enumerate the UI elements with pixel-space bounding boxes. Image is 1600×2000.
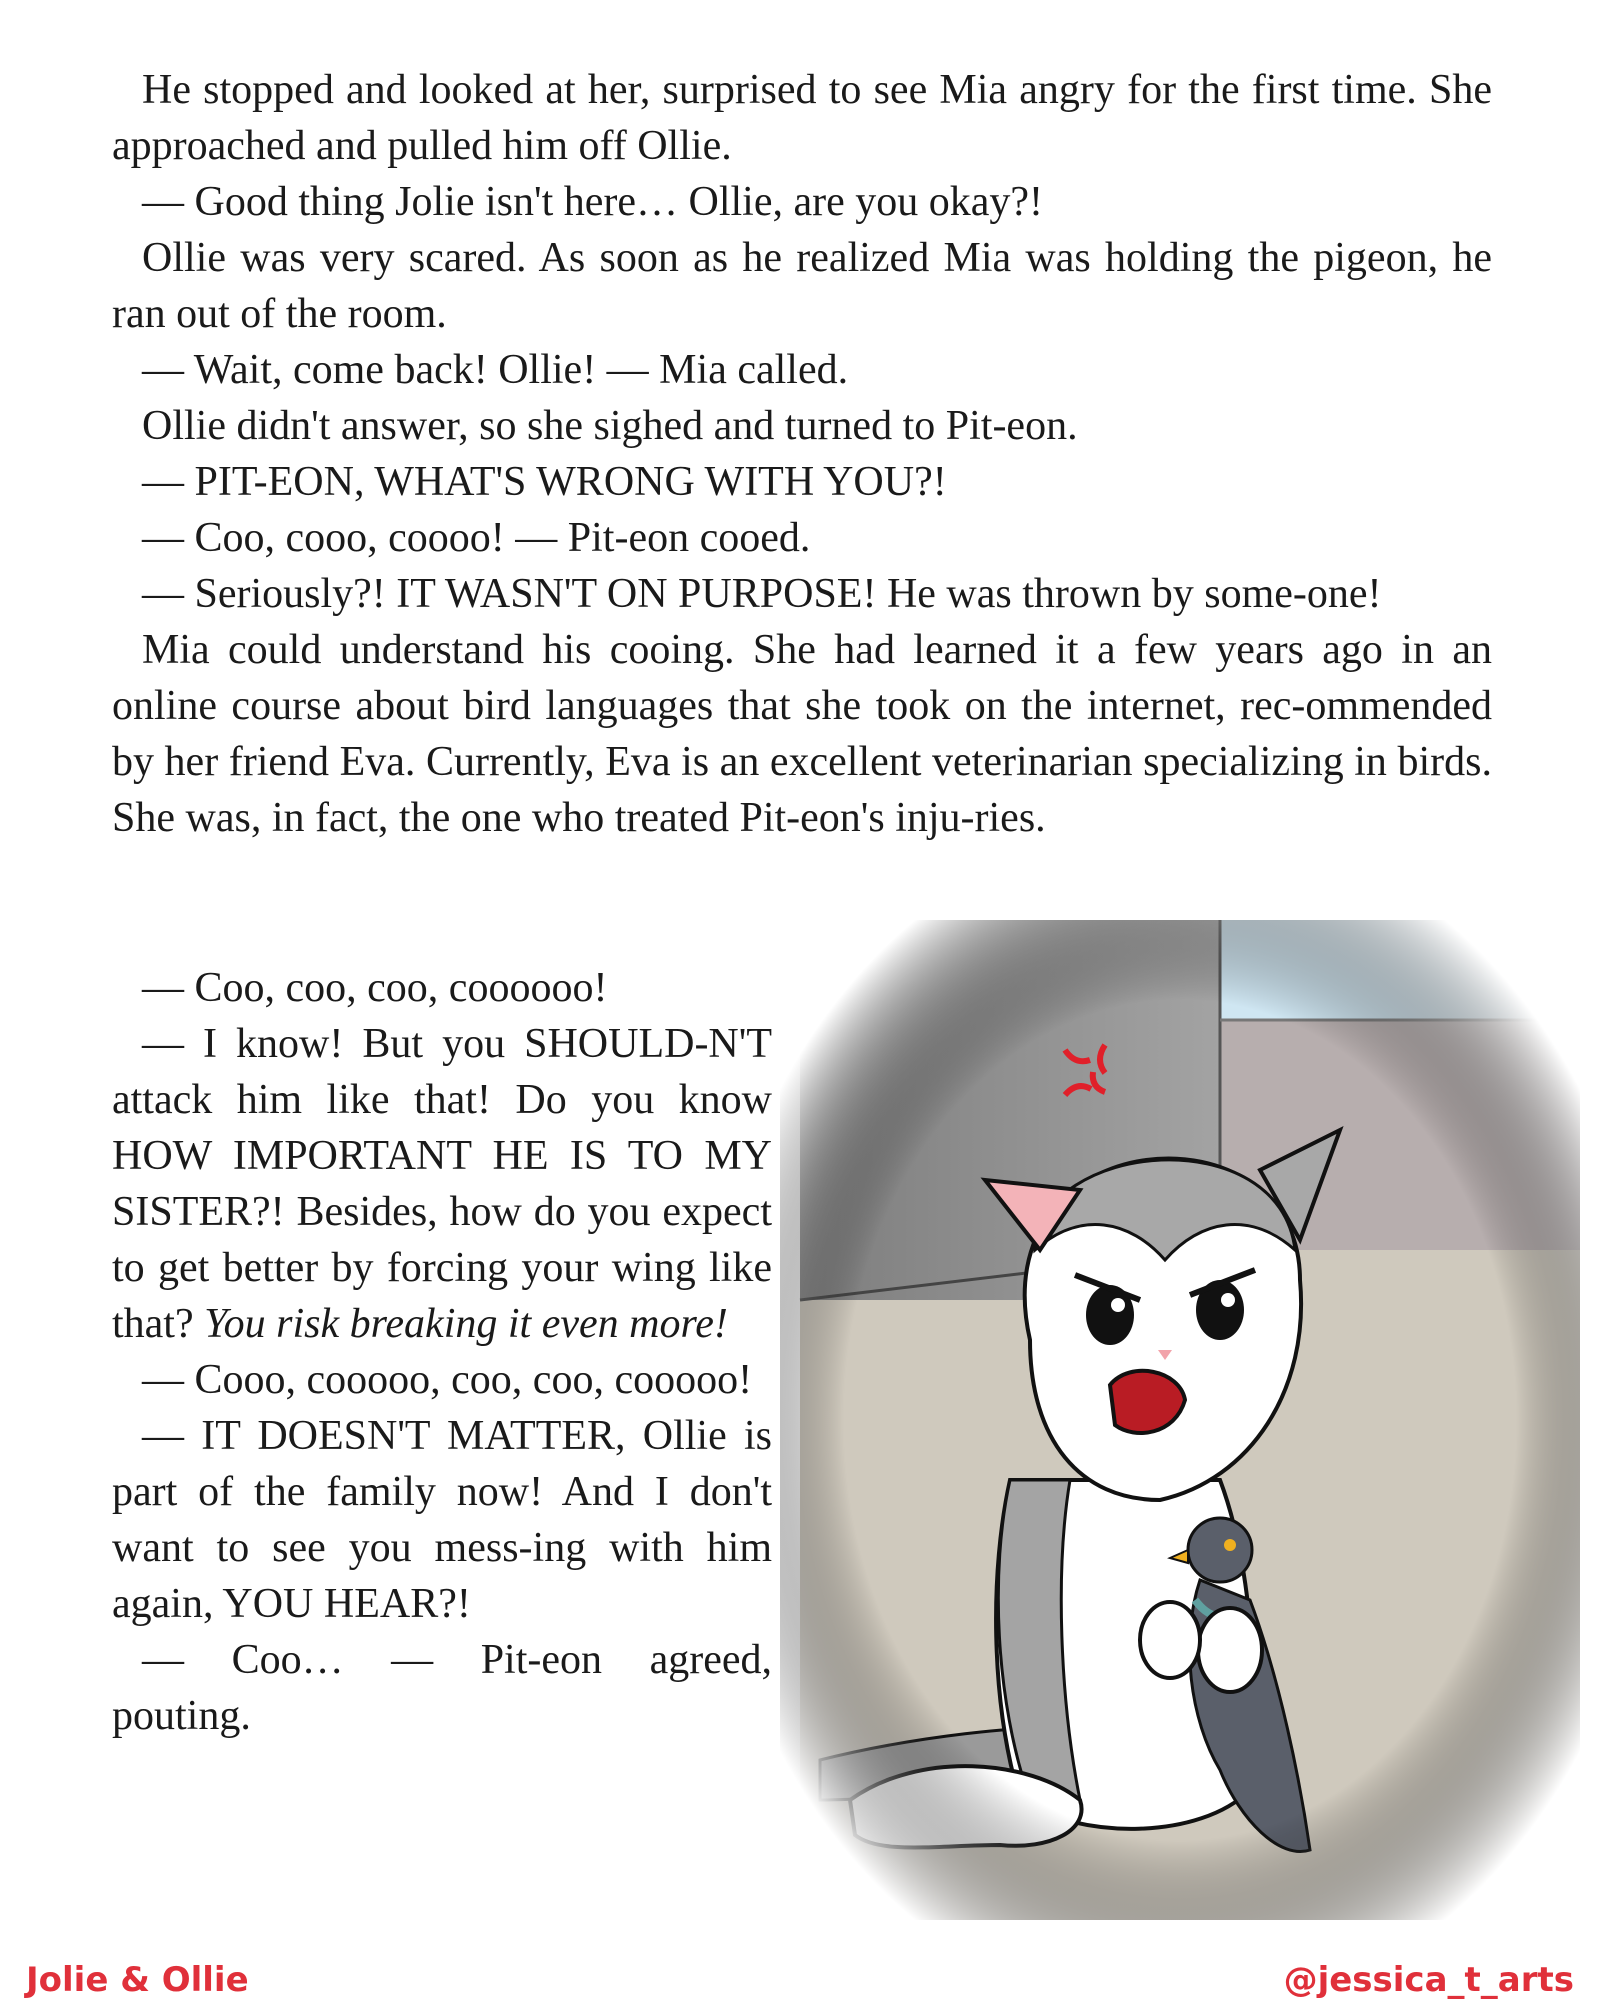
paragraph: He stopped and looked at her, surprised to see Mia angry for the first time. She approached and pulled him off Ollie. — [112, 67, 1492, 169]
paragraph — [112, 1016, 772, 1352]
paragraph: — IT DOESN'T MATTER, Ollie is part of the family now! And I don't want to see you mess-ing with him again, YOU HEAR?! — [112, 1413, 772, 1627]
paragraph: Mia could understand his cooing. She had learned it a few years ago in an online course about bird languages that she took on the internet, rec-ommended by her friend Eva. Currently, Eva is an excellent veterinarian specializing in birds. She was, in fact, the one who treated Pit-eon's inju-ries. — [112, 627, 1492, 841]
paragraph: — Coo, coo, coo, coooooo! — [142, 965, 608, 1011]
full-width-text — [112, 62, 1492, 846]
paragraph: — PIT-EON, WHAT'S WRONG WITH YOU?! — [142, 459, 947, 505]
book-title-footer: Jolie & Ollie — [26, 1960, 249, 2000]
artist-handle-footer: @jessica_t_arts — [1283, 1960, 1574, 2000]
paragraph: — Coo, cooo, coooo! — Pit-eon cooed. — [142, 515, 811, 561]
paragraph: — Good thing Jolie isn't here… Ollie, are you okay?! — [142, 179, 1044, 225]
column-text — [112, 960, 772, 1744]
italic-text: You risk breaking it even more! — [204, 1301, 728, 1347]
paragraph: — Cooo, cooooo, coo, coo, cooooo! — [142, 1357, 753, 1403]
paragraph: Ollie was very scared. As soon as he realized Mia was holding the pigeon, he ran out of the room. — [112, 235, 1492, 337]
paragraph: — Seriously?! IT WASN'T ON PURPOSE! He was thrown by some-one! — [142, 571, 1382, 617]
paragraph-text: — I know! But you SHOULD-N'T attack him like that! Do you know HOW IMPORTANT HE IS TO MY SISTER?! Besides, how do you expect to get better by forcing your wing like that? — [112, 1021, 772, 1347]
paragraph: Ollie didn't answer, so she sighed and turned to Pit-eon. — [142, 403, 1078, 449]
paragraph: — Wait, come back! Ollie! — Mia called. — [142, 347, 849, 393]
illustration-angry-cat-holding-pigeon — [780, 920, 1580, 1920]
paragraph: — Coo… — Pit-eon agreed, pouting. — [112, 1637, 772, 1739]
